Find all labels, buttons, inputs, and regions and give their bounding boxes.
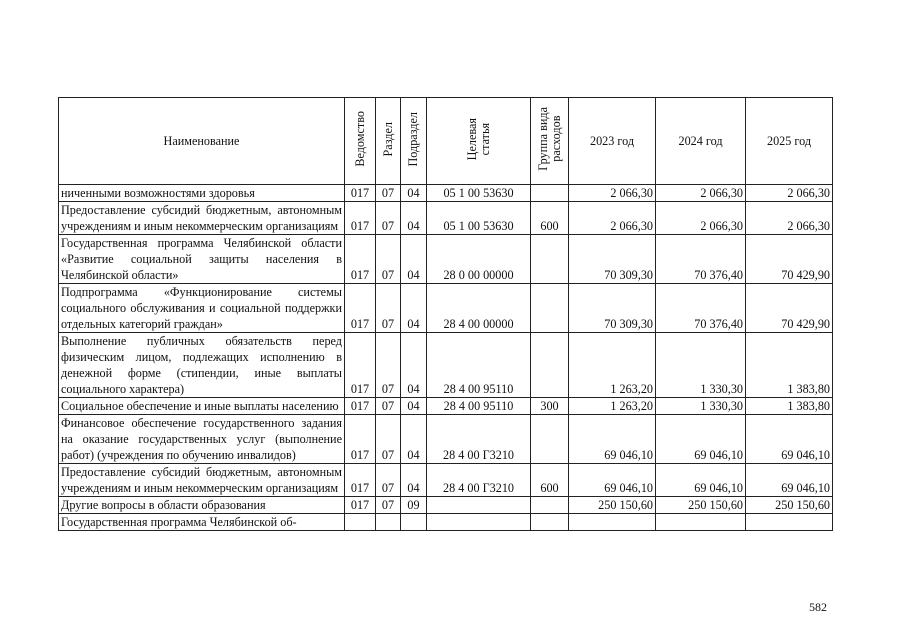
row-value-2025: 1 383,80 — [746, 398, 833, 415]
row-podrazdel: 04 — [401, 235, 427, 284]
row-podrazdel — [401, 514, 427, 531]
row-vedomstvo: 017 — [345, 464, 376, 497]
row-razdel: 07 — [376, 398, 401, 415]
row-value-2024: 2 066,30 — [656, 185, 746, 202]
row-gruppa — [531, 185, 569, 202]
header-celevaya-label: Целевая статья — [464, 117, 492, 161]
row-name: Выполнение публичных обязательств перед физическим лицом, подлежащих исполнению в денежной форме (стипендии, иные выплаты социального характера) — [59, 333, 345, 398]
row-podrazdel: 09 — [401, 497, 427, 514]
row-value-2024: 2 066,30 — [656, 202, 746, 235]
row-value-2023: 69 046,10 — [569, 415, 656, 464]
row-celevaya: 28 4 00 Г3210 — [427, 464, 531, 497]
header-celevaya-statya — [427, 98, 531, 185]
header-row — [59, 98, 833, 185]
row-vedomstvo: 017 — [345, 202, 376, 235]
row-name: Предоставление субсидий бюджетным, автономным учреждениям и иным некоммерческим организациям — [59, 202, 345, 235]
table-row — [59, 415, 833, 464]
row-vedomstvo — [345, 514, 376, 531]
row-name: ниченными возможностями здоровья — [59, 185, 345, 202]
row-vedomstvo: 017 — [345, 415, 376, 464]
row-vedomstvo: 017 — [345, 497, 376, 514]
row-value-2024: 1 330,30 — [656, 398, 746, 415]
row-name: Предоставление субсидий бюджетным, автономным учреждениям и иным некоммерческим организациям — [59, 464, 345, 497]
row-value-2024: 250 150,60 — [656, 497, 746, 514]
table-row — [59, 464, 833, 497]
page-number: 582 — [809, 600, 827, 614]
row-razdel: 07 — [376, 185, 401, 202]
header-name: Наименование — [59, 98, 345, 185]
row-value-2025: 70 429,90 — [746, 284, 833, 333]
row-celevaya — [427, 497, 531, 514]
row-vedomstvo: 017 — [345, 284, 376, 333]
row-value-2025: 2 066,30 — [746, 185, 833, 202]
row-value-2024: 1 330,30 — [656, 333, 746, 398]
budget-table — [58, 97, 833, 531]
header-vedomstvo-label: Ведомство — [352, 111, 367, 167]
row-podrazdel: 04 — [401, 284, 427, 333]
row-celevaya — [427, 514, 531, 531]
table-row — [59, 202, 833, 235]
row-value-2024: 69 046,10 — [656, 415, 746, 464]
row-podrazdel: 04 — [401, 333, 427, 398]
row-value-2023: 2 066,30 — [569, 185, 656, 202]
row-gruppa — [531, 333, 569, 398]
row-celevaya: 28 4 00 Г3210 — [427, 415, 531, 464]
table-row — [59, 185, 833, 202]
row-gruppa: 600 — [531, 464, 569, 497]
row-razdel: 07 — [376, 284, 401, 333]
row-razdel: 07 — [376, 464, 401, 497]
row-vedomstvo: 017 — [345, 398, 376, 415]
table-row — [59, 333, 833, 398]
row-name: Финансовое обеспечение государственного задания на оказание государственных услуг (выполнение работ) (учреждения по обучению инвалидов) — [59, 415, 345, 464]
row-celevaya: 05 1 00 53630 — [427, 185, 531, 202]
table-row — [59, 514, 833, 531]
row-value-2025: 250 150,60 — [746, 497, 833, 514]
row-value-2025: 70 429,90 — [746, 235, 833, 284]
row-value-2023 — [569, 514, 656, 531]
row-name: Другие вопросы в области образования — [59, 497, 345, 514]
row-value-2024: 69 046,10 — [656, 464, 746, 497]
row-value-2023: 1 263,20 — [569, 333, 656, 398]
header-podrazdel-label: Подраздел — [406, 111, 420, 167]
table-row — [59, 398, 833, 415]
row-vedomstvo: 017 — [345, 333, 376, 398]
header-podrazdel — [401, 98, 427, 185]
row-value-2023: 250 150,60 — [569, 497, 656, 514]
row-value-2025: 1 383,80 — [746, 333, 833, 398]
row-value-2024: 70 376,40 — [656, 235, 746, 284]
row-value-2024 — [656, 514, 746, 531]
row-razdel: 07 — [376, 497, 401, 514]
row-value-2023: 70 309,30 — [569, 235, 656, 284]
table-row — [59, 497, 833, 514]
table-row — [59, 284, 833, 333]
header-razdel — [376, 98, 401, 185]
row-celevaya: 05 1 00 53630 — [427, 202, 531, 235]
row-podrazdel: 04 — [401, 202, 427, 235]
row-value-2023: 70 309,30 — [569, 284, 656, 333]
row-value-2023: 1 263,20 — [569, 398, 656, 415]
table-row — [59, 235, 833, 284]
row-podrazdel: 04 — [401, 185, 427, 202]
row-value-2023: 2 066,30 — [569, 202, 656, 235]
row-gruppa — [531, 284, 569, 333]
row-celevaya: 28 4 00 95110 — [427, 333, 531, 398]
row-vedomstvo: 017 — [345, 185, 376, 202]
row-razdel: 07 — [376, 235, 401, 284]
row-gruppa — [531, 497, 569, 514]
row-name: Государственная программа Челябинской области «Развитие социальной защиты населения в Челябинской области» — [59, 235, 345, 284]
row-gruppa — [531, 415, 569, 464]
header-vedomstvo — [345, 98, 376, 185]
header-2023: 2023 год — [569, 98, 656, 185]
row-gruppa — [531, 235, 569, 284]
row-gruppa — [531, 514, 569, 531]
row-razdel: 07 — [376, 333, 401, 398]
row-razdel: 07 — [376, 202, 401, 235]
row-celevaya: 28 4 00 95110 — [427, 398, 531, 415]
row-value-2025: 69 046,10 — [746, 464, 833, 497]
row-value-2025: 2 066,30 — [746, 202, 833, 235]
row-celevaya: 28 4 00 00000 — [427, 284, 531, 333]
row-value-2025: 69 046,10 — [746, 415, 833, 464]
row-vedomstvo: 017 — [345, 235, 376, 284]
row-podrazdel: 04 — [401, 415, 427, 464]
row-razdel: 07 — [376, 415, 401, 464]
row-value-2025 — [746, 514, 833, 531]
header-razdel-label: Раздел — [380, 121, 395, 157]
row-name: Подпрограмма «Функционирование системы социального обслуживания и социальной поддержки отдельных категорий граждан» — [59, 284, 345, 333]
row-value-2023: 69 046,10 — [569, 464, 656, 497]
table-body — [59, 185, 833, 531]
header-2025: 2025 год — [746, 98, 833, 185]
row-gruppa: 600 — [531, 202, 569, 235]
row-razdel — [376, 514, 401, 531]
header-2024: 2024 год — [656, 98, 746, 185]
row-name: Государственная программа Челябинской об- — [59, 514, 345, 531]
row-gruppa: 300 — [531, 398, 569, 415]
row-name: Социальное обеспечение и иные выплаты населению — [59, 398, 345, 415]
row-celevaya: 28 0 00 00000 — [427, 235, 531, 284]
header-gruppa-label: Группа вида расходов — [535, 107, 563, 171]
row-podrazdel: 04 — [401, 464, 427, 497]
header-gruppa-vida-rashodov — [531, 98, 569, 185]
row-podrazdel: 04 — [401, 398, 427, 415]
row-value-2024: 70 376,40 — [656, 284, 746, 333]
